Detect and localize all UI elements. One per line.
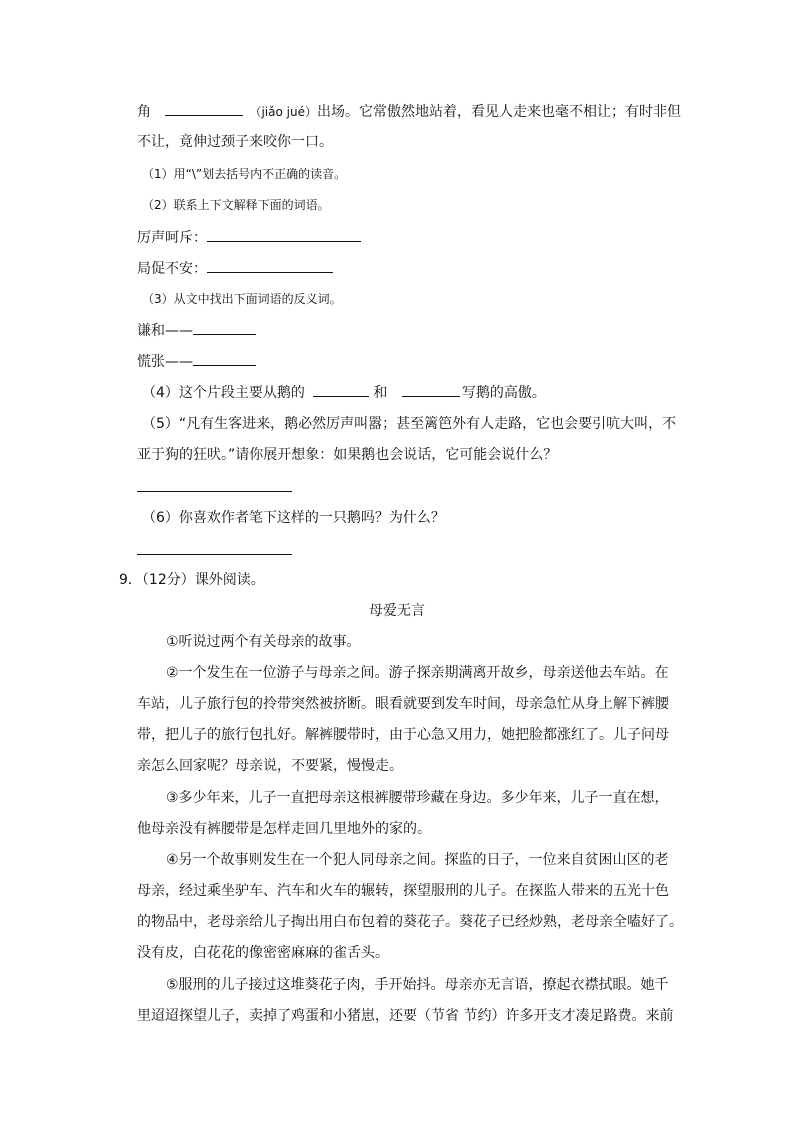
term-label: 厉声呵斥：: [137, 230, 207, 246]
q8-line1-rest: 出场。它常傲然地站着，看见人走来也毫不相让；有时非但: [316, 104, 681, 120]
passage-line: ⑤服刑的儿子接过这堆葵花子肉，手开始抖。母亲亦无言语，撩起衣襟拭眼。她千: [166, 977, 669, 993]
sub4-part-a: （4）这个片段主要从鹅的: [142, 385, 305, 401]
answer-blank-sub4-1[interactable]: [313, 382, 369, 397]
q8-sub-5-line-2: 亚于狗的狂吠。”请你展开想象：如果鹅也会说话，它可能会说什么？: [137, 447, 558, 463]
passage-line: ①听说过两个有关母亲的故事。: [166, 634, 361, 650]
q8-sub-1: （1）用“\”划去括号内不正确的读音。: [142, 167, 347, 181]
passage-line: 的物品中，老母亲给儿子掏出用白布包着的葵花子。葵花子已经炒熟，老母亲全嗑好了。: [137, 914, 683, 930]
sub4-part-c: 写鹅的高傲。: [461, 385, 546, 401]
q8-antonym-1: [137, 320, 256, 341]
passage-line: 亲怎么回家呢？母亲说，不要紧，慢慢走。: [137, 758, 403, 774]
q8-sub-2: （2）联系上下文解释下面的词语。: [142, 198, 330, 212]
q8-term-2: [137, 258, 333, 279]
passage-line: 没有皮，白花花的像密密麻麻的雀舌头。: [137, 945, 389, 961]
q8-sub-4: [142, 382, 546, 403]
passage-line: 车站，儿子旅行包的拎带突然被挤断。眼看就要到发车时间，母亲急忙从身上解下裤腰: [137, 696, 669, 712]
blank-pinyin-answer[interactable]: [165, 101, 243, 116]
passage-line: 他母亲没有裤腰带是怎样走回几里地外的家的。: [137, 821, 431, 837]
antonym-label: 慌张——: [137, 354, 193, 370]
q8-sub-3: （3）从文中找出下面词语的反义词。: [142, 292, 342, 306]
answer-blank-term-2[interactable]: [207, 258, 333, 273]
antonym-label: 谦和——: [137, 323, 193, 339]
answer-blank-term-1[interactable]: [207, 227, 361, 242]
passage-line: ③多少年来，儿子一直把母亲这根裤腰带珍藏在身边。多少年来，儿子一直在想，: [166, 790, 669, 806]
sub4-part-b: 和: [373, 385, 388, 401]
q8-term-1: [137, 227, 361, 248]
term-label: 局促不安：: [137, 261, 207, 277]
passage-line: 母亲，经过乘坐驴车、汽车和火车的辗转，探望服刑的儿子。在探监人带来的五光十色: [137, 883, 669, 899]
answer-line-sub5[interactable]: [137, 491, 292, 492]
answer-blank-antonym-1[interactable]: [193, 320, 256, 335]
q8-antonym-2: [137, 351, 256, 372]
passage-line: 里迢迢探望儿子，卖掉了鸡蛋和小猪崽，还要（节省 节约）许多开支才凑足路费。来前: [137, 1008, 674, 1024]
answer-blank-antonym-2[interactable]: [193, 351, 256, 366]
answer-blank-sub4-2[interactable]: [402, 382, 460, 397]
q8-line-2: 不让，竟伸过颈子来咬你一口。: [137, 134, 333, 150]
q8-line1-start: 角: [137, 104, 151, 120]
passage-line: ②一个发生在一位游子与母亲之间。游子探亲期满离开故乡，母亲送他去车站。在: [166, 665, 669, 681]
q8-sub-5-line-1: （5）“凡有生客进来，鹅必然厉声叫嚣；甚至篱笆外有人走路，它也会要引吭大叫，不: [142, 416, 677, 432]
passage-line: 带，把儿子的旅行包扎好。解裤腰带时，由于心急又用力，她把脸都涨红了。儿子问母: [137, 727, 669, 743]
q8-sub-6: （6）你喜欢作者笔下这样的一只鹅吗？为什么？: [142, 510, 445, 526]
q8-line-1: [137, 101, 681, 122]
passage-title: 母爱无言: [369, 603, 425, 619]
answer-line-sub6[interactable]: [137, 554, 292, 555]
q9-header: 9．（12分）课外阅读。: [119, 572, 265, 588]
pinyin-options: （jiǎo jué）: [249, 105, 317, 119]
passage-line: ④另一个故事则发生在一个犯人同母亲之间。探监的日子，一位来自贫困山区的老: [166, 852, 669, 868]
